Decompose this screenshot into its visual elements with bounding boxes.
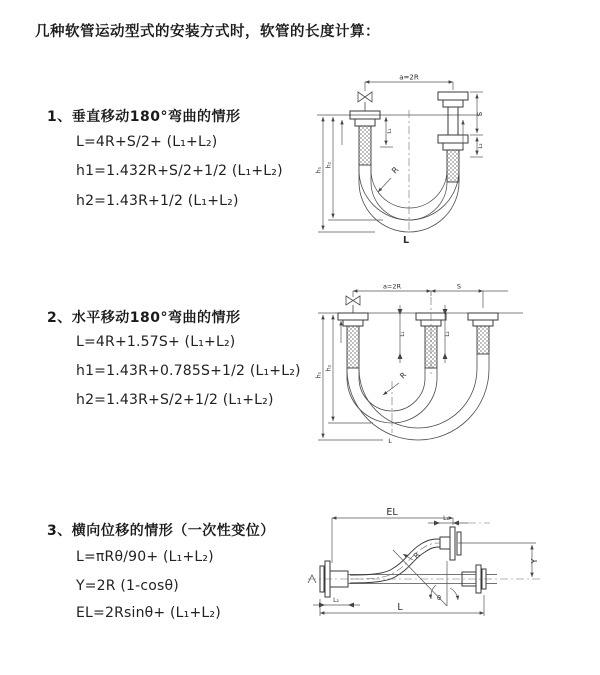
dim-label-span: a=2R <box>382 283 402 291</box>
diagram-lateral-displacement <box>300 503 595 643</box>
formula-line: h2=1.43R+1/2 (L₁+L₂) <box>76 193 239 209</box>
dim-label-radius: R <box>390 165 401 176</box>
dim-label-fit-right: L₂ <box>445 331 451 337</box>
section-3-heading: 3、横向位移的情形（一次性变位） <box>47 523 275 539</box>
valve-icon <box>358 92 372 111</box>
dim-label-fit-left: L₂ <box>333 597 339 604</box>
dim-label-stroke: S <box>456 283 462 291</box>
formula-line: h1=1.43R+0.785S+1/2 (L₁+L₂) <box>76 363 301 379</box>
dim-label-y: Y <box>530 558 539 564</box>
formula-line: h2=1.43R+S/2+1/2 (L₁+L₂) <box>76 392 274 408</box>
dim-label-fit-left: L₁ <box>387 128 393 134</box>
formula-line: EL=2Rsinθ+ (L₁+L₂) <box>76 605 221 621</box>
dim-label-h2: h₂ <box>325 161 333 169</box>
dim-label-fit-left: L₁ <box>400 331 406 337</box>
valve-icon <box>346 296 360 313</box>
diagram-vertical-180-bend <box>313 70 588 260</box>
braided-hose <box>359 126 371 165</box>
page-title: 几种软管运动型式的安装方式时，软管的长度计算： <box>35 24 380 40</box>
formula-line: Y=2R (1-cosθ) <box>76 578 179 594</box>
dim-label-fit-top: L₁ <box>443 515 449 522</box>
dim-label-stroke: S <box>476 111 484 117</box>
flange-top <box>440 527 461 560</box>
dim-label-h1: h₁ <box>315 166 323 174</box>
dim-label-length: L <box>397 602 403 613</box>
dim-label-length: L <box>402 235 410 246</box>
dim-label-length: L <box>388 437 392 445</box>
dim-label-theta: θ <box>437 594 441 602</box>
pipe-fixed <box>338 313 368 368</box>
braided-hose <box>447 150 459 182</box>
dim-label-radius: R <box>411 550 422 561</box>
section-2-heading: 2、水平移动180°弯曲的情形 <box>47 310 241 326</box>
dim-label-h1: h₁ <box>315 371 323 379</box>
formula-line: L=4R+S/2+ (L₁+L₂) <box>76 134 218 150</box>
section-1-heading: 1、垂直移动180°弯曲的情形 <box>47 109 241 125</box>
formula-line: L=πRθ/90+ (L₁+L₂) <box>76 549 214 565</box>
dim-label-fit-right: L₂ <box>478 143 484 149</box>
dim-label-el: EL <box>386 507 398 518</box>
hose-s-curve <box>350 539 440 583</box>
dim-label-span: a=2R <box>399 73 419 82</box>
formula-line: h1=1.432R+S/2+1/2 (L₁+L₂) <box>76 163 283 179</box>
dim-label-h2: h₂ <box>325 364 333 372</box>
formula-line: L=4R+1.57S+ (L₁+L₂) <box>76 334 236 350</box>
diagram-horizontal-180-bend <box>313 283 598 453</box>
dim-label-radius: R <box>398 370 409 381</box>
pipe-position-2 <box>468 313 498 354</box>
